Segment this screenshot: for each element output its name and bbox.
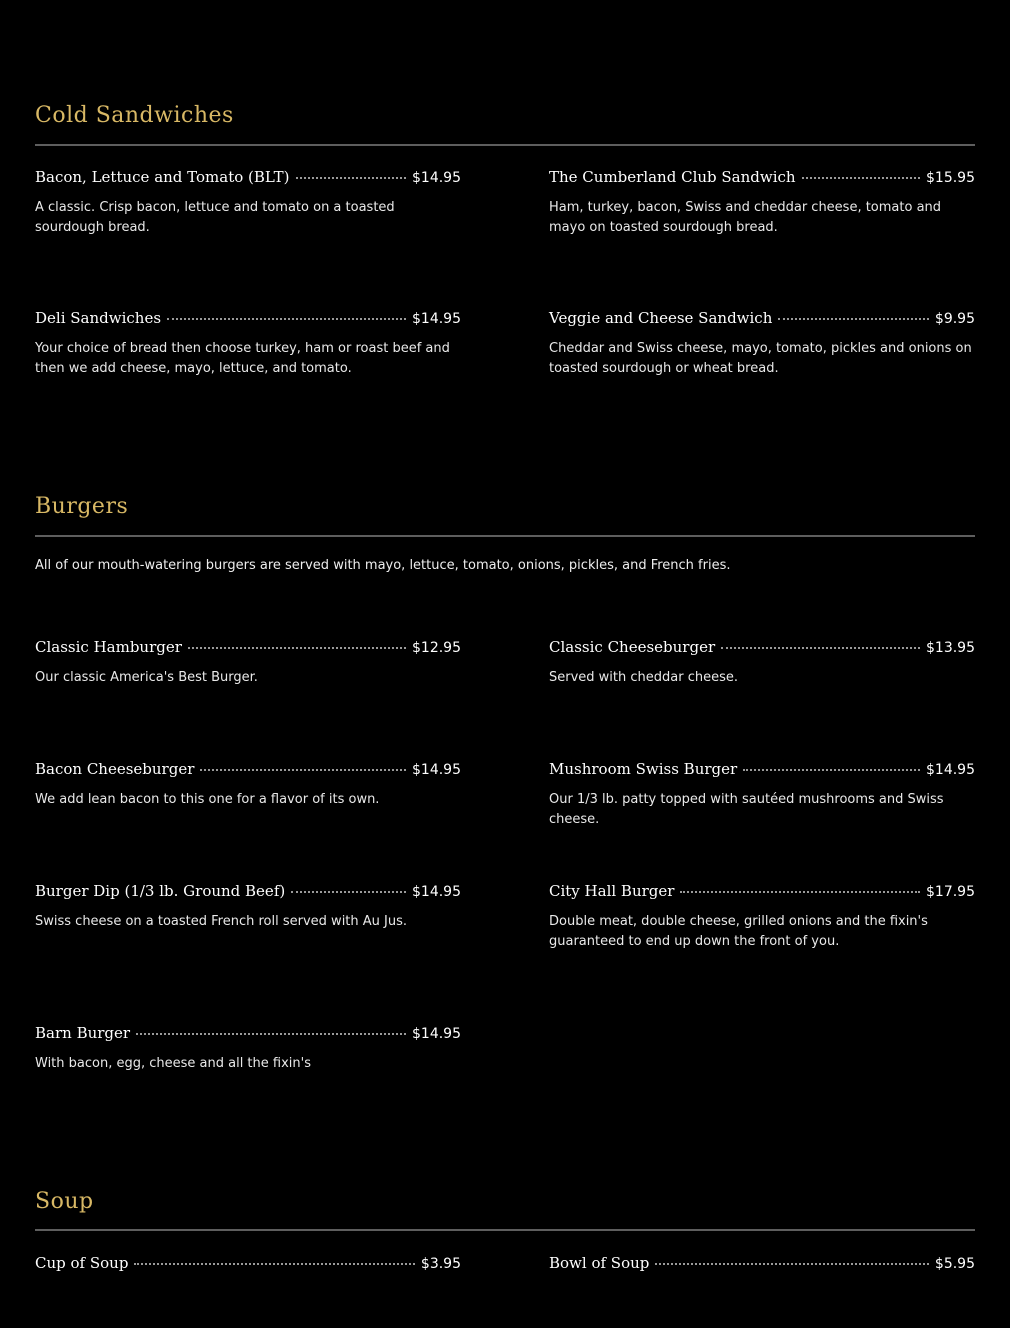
menu-item-blt[interactable] <box>35 166 461 237</box>
menu-item-classic-cheeseburger[interactable] <box>549 636 975 688</box>
item-price: $13.95 <box>926 640 975 656</box>
menu-item-bowl-of-soup[interactable] <box>549 1252 975 1274</box>
item-description: Your choice of bread then choose turkey, ham or roast beef and then we add cheese, mayo, lettuce, and tomato. <box>35 341 450 376</box>
dot-leader <box>802 177 920 179</box>
item-price: $5.95 <box>934 1256 975 1272</box>
item-description: Cheddar and Swiss cheese, mayo, tomato, pickles and onions on toasted sourdough or wheat bread. <box>549 341 972 376</box>
dot-leader <box>136 1033 406 1035</box>
dot-leader <box>134 1263 414 1265</box>
dot-leader <box>167 318 406 320</box>
dot-leader <box>200 769 406 771</box>
item-description: Double meat, double cheese, grilled onions and the fixin's guaranteed to end up down the front of you. <box>549 914 928 949</box>
section-title: Cold Sandwiches <box>35 103 234 128</box>
menu-item-deli-sandwiches[interactable] <box>35 307 461 378</box>
item-price: $12.95 <box>412 640 461 656</box>
menu-item-burger-dip[interactable] <box>35 880 461 932</box>
dot-leader <box>655 1263 929 1265</box>
item-price: $14.95 <box>926 762 975 778</box>
item-name: Deli Sandwiches <box>35 309 162 327</box>
item-price: $14.95 <box>412 762 461 778</box>
item-description: A classic. Crisp bacon, lettuce and tomato on a toasted sourdough bread. <box>35 200 395 235</box>
item-price: $14.95 <box>412 884 461 900</box>
item-description: Served with cheddar cheese. <box>549 670 739 685</box>
item-name: Mushroom Swiss Burger <box>549 760 738 778</box>
section-intro: All of our mouth-watering burgers are served with mayo, lettuce, tomato, onions, pickles, and French fries. <box>35 558 731 573</box>
item-name: Bacon Cheeseburger <box>35 760 195 778</box>
item-price: $14.95 <box>412 170 461 186</box>
section-title: Soup <box>35 1189 94 1214</box>
dot-leader <box>291 891 406 893</box>
item-description: Our classic America's Best Burger. <box>35 670 258 685</box>
menu-item-classic-hamburger[interactable] <box>35 636 461 688</box>
item-description: We add lean bacon to this one for a flavor of its own. <box>35 792 380 807</box>
dot-leader <box>721 647 920 649</box>
item-name: City Hall Burger <box>549 882 675 900</box>
item-price: $15.95 <box>926 170 975 186</box>
item-name: Classic Cheeseburger <box>549 638 716 656</box>
item-price: $14.95 <box>412 1026 461 1042</box>
item-price: $9.95 <box>934 311 975 327</box>
item-price: $17.95 <box>926 884 975 900</box>
menu-item-bacon-cheeseburger[interactable] <box>35 758 461 810</box>
item-name: Bacon, Lettuce and Tomato (BLT) <box>35 168 290 186</box>
item-price: $14.95 <box>412 311 461 327</box>
dot-leader <box>778 318 929 320</box>
dot-leader <box>680 891 920 893</box>
item-name: Bowl of Soup <box>549 1254 650 1272</box>
menu-item-city-hall-burger[interactable] <box>549 880 975 951</box>
item-description: Our 1/3 lb. patty topped with sautéed mushrooms and Swiss cheese. <box>549 792 944 827</box>
menu-item-mushroom-swiss[interactable] <box>549 758 975 829</box>
item-description: Swiss cheese on a toasted French roll served with Au Jus. <box>35 914 408 929</box>
section-divider <box>35 1229 975 1231</box>
dot-leader <box>743 769 920 771</box>
menu-item-barn-burger[interactable] <box>35 1022 461 1074</box>
section-divider <box>35 535 975 537</box>
menu-item-cup-of-soup[interactable] <box>35 1252 461 1274</box>
item-name: Classic Hamburger <box>35 638 182 656</box>
item-price: $3.95 <box>420 1256 461 1272</box>
item-name: Barn Burger <box>35 1024 131 1042</box>
menu-item-veggie-cheese[interactable] <box>549 307 975 378</box>
section-title: Burgers <box>35 494 129 519</box>
item-description: With bacon, egg, cheese and all the fixin's <box>35 1056 311 1071</box>
dot-leader <box>188 647 406 649</box>
item-name: Veggie and Cheese Sandwich <box>549 309 773 327</box>
section-divider <box>35 144 975 146</box>
item-description: Ham, turkey, bacon, Swiss and cheddar cheese, tomato and mayo on toasted sourdough bread. <box>549 200 942 235</box>
item-name: Burger Dip (1/3 lb. Ground Beef) <box>35 882 286 900</box>
item-name: Cup of Soup <box>35 1254 129 1272</box>
menu-item-cumberland-club[interactable] <box>549 166 975 237</box>
item-name: The Cumberland Club Sandwich <box>549 168 796 186</box>
dot-leader <box>296 177 406 179</box>
